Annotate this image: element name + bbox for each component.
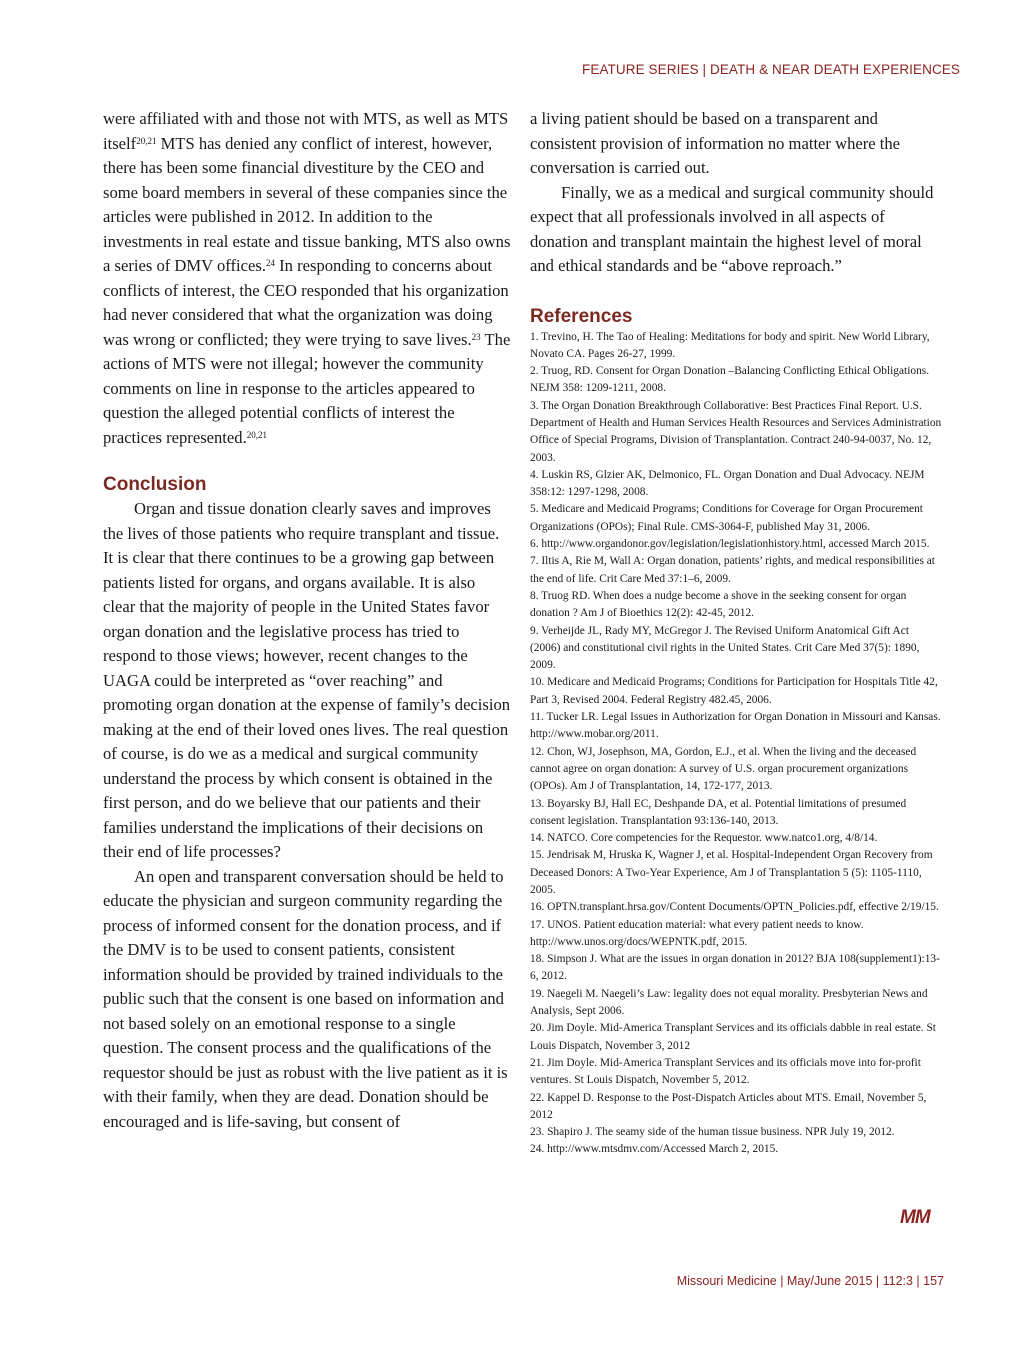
reference-item: 1. Trevino, H. The Tao of Healing: Meditations for body and spirit. New World Library, Novato CA. Pages 26-27, 1999. — [530, 330, 930, 360]
citation-superscript: 20,21 — [136, 135, 157, 146]
reference-item: 4. Luskin RS, Glzier AK, Delmonico, FL. Organ Donation and Dual Advocacy. NEJM 358:12: 1297-1298, 2008. — [530, 468, 925, 499]
conclusion-heading: Conclusion — [103, 474, 207, 495]
reference-item: 2. Truog, RD. Consent for Organ Donation –Balancing Conflicting Ethical Obligations. NEJM 358: 1209-1211, 2008. — [530, 365, 930, 395]
reference-item: 24. http://www.mtsdmv.com/Accessed March 2, 2015. — [530, 1143, 779, 1156]
end-mark-logo: MM — [900, 1207, 930, 1228]
reference-item: 14. NATCO. Core competencies for the Requestor. www.natco1.org, 4/8/14. — [530, 832, 878, 845]
conclusion-paragraph-3: Finally, we as a medical and surgical community should expect that all professionals involved in all aspects of donation and transplant maintain the highest level of moral and ethical standards and be “above reproach.” — [530, 182, 934, 275]
reference-item: 12. Chon, WJ, Josephson, MA, Gordon, E.J., et al. When the living and the deceased cannot agree on organ donation: A survey of U.S. organ procurement organizations (OPOs). Am J of Transplantation, 14, 172-177, 2013. — [530, 745, 917, 793]
left-column — [103, 107, 511, 1134]
conclusion-paragraph-1: Organ and tissue donation clearly saves and improves the lives of those patients who require transplant and tissue. It is clear that there continues to be a growing gap between patients listed for organs, and organs available. It is also clear that the majority of people in the United States favor organ donation and the legislative process has tried to respond to those views; however, recent changes to the UAGA could be interpreted as “over reaching” and promoting organ donation at the expense of family’s decision making at the end of their loved ones lives. The real question of course, is do we as a medical and surgical community understand the process by which consent is obtained in the first person, and do we believe that our patients and their families understand the implications of their decisions on their end of life processes? — [103, 499, 511, 861]
reference-item: 16. OPTN.transplant.hrsa.gov/Content Documents/OPTN_Policies.pdf, effective 2/19/15. — [530, 901, 939, 914]
reference-item: 5. Medicare and Medicaid Programs; Conditions for Coverage for Organ Procurement Organizations (OPOs); Final Rule. CMS-3064-F, published May 31, 2006. — [530, 503, 923, 533]
reference-item: 15. Jendrisak M, Hruska K, Wagner J, et al. Hospital-Independent Organ Recovery from Deceased Donors: A Two-Year Experience, Am J of Transplantation 5 (5): 1105-1110, 2005. — [530, 849, 933, 896]
reference-item: 11. Tucker LR. Legal Issues in Authorization for Organ Donation in Missouri and Kansas. http://www.mobar.org/2011. — [530, 711, 941, 741]
page-footer: Missouri Medicine | May/June 2015 | 112:3 | 157 — [676, 1274, 944, 1288]
references-heading: References — [530, 305, 633, 327]
paragraph-mts-conflicts: were affiliated with and those not with MTS, as well as MTS itself$^{20,21}$ MTS has denied any conflict of interest, however, there has been some financial divestiture by the CEO and some board members in several of these companies since the articles were published in 2012. In addition to the investments in real estate and tissue banking, MTS also owns a series of DMV offices.$^{24}$ In responding to concerns about conflicts of interest, the CEO responded that his organization had never considered that what the organization was doing was wrong or conflicted; they were trying to save lives.$^{23}$ The actions of MTS were not illegal; however the community comments on line in response to the articles appeared to question the alleged potential conflicts of interest the practices represented.$^{20,21}$ — [103, 109, 511, 447]
reference-item: 19. Naegeli M. Naegeli’s Law: legality does not equal morality. Presbyterian News and Analysis, Sept 2006. — [530, 987, 928, 1018]
reference-item: 13. Boyarsky BJ, Hall EC, Deshpande DA, et al. Potential limitations of presumed consent legislation. Transplantation 93:136-140, 2013. — [530, 797, 907, 827]
reference-item: 3. The Organ Donation Breakthrough Collaborative: Best Practices Final Report. U.S. Department of Health and Human Services Health Resources and Services Administration Office of Special Programs, Division of Transplantation. Contract 240-94-0037, No. 12, 2003. — [530, 399, 942, 464]
reference-item: 22. Kappel D. Response to the Post-Dispatch Articles about MTS. Email, November 5, 2012 — [530, 1091, 927, 1121]
reference-item: 23. Shapiro J. The seamy side of the human tissue business. NPR July 19, 2012. — [530, 1126, 895, 1139]
conclusion-paragraph-2: An open and transparent conversation should be held to educate the physician and surgeon community regarding the process of informed consent for the donation process, and if the DMV is to be used to consent patients, consistent information should be provided by trained individuals to the public such that the consent is one based on information and not based solely on an emotional response to a single question. The consent process and the qualifications of the requestor should be just as robust with the live patient as it is with their family, when they are dead. Donation should be encouraged and is life-saving, but consent of — [103, 866, 508, 1131]
citation-superscript: 20,21 — [246, 429, 267, 440]
reference-item: 17. UNOS. Patient education material: what every patient needs to know. http://www.unos.org/docs/WEPNTK.pdf, 2015. — [530, 918, 864, 948]
reference-item: 20. Jim Doyle. Mid-America Transplant Services and its officials dabble in real estate. St Louis Dispatch, November 3, 2012 — [530, 1022, 936, 1052]
reference-item: 21. Jim Doyle. Mid-America Transplant Services and its officials move into for-profit ventures. St Louis Dispatch, November 5, 2012. — [530, 1056, 921, 1087]
citation-superscript: 23 — [471, 331, 481, 342]
reference-item: 8. Truog RD. When does a nudge become a shove in the seeking consent for organ donation ? Am J of Bioethics 12(2): 42-45, 2012. — [530, 589, 907, 620]
citation-superscript: 24 — [265, 258, 275, 268]
conclusion-paragraph-continued: a living patient should be based on a transparent and consistent provision of information no matter where the conversation is carried out. — [530, 109, 901, 177]
reference-item: 10. Medicare and Medicaid Programs; Conditions for Participation for Hospitals Title 42, Part 3, Revised 2004. Federal Registry 482.45, 2006. — [530, 676, 938, 706]
references-list — [530, 329, 942, 1159]
reference-item: 9. Verheijde JL, Rady MY, McGregor J. The Revised Uniform Anatomical Gift Act (2006) and constitutional civil rights in the United States. Crit Care Med 37(5): 1890, 2009. — [530, 624, 920, 672]
reference-item: 18. Simpson J. What are the issues in organ donation in 2012? BJA 108(supplement1):13-6, 2012. — [530, 953, 940, 983]
running-header: FEATURE SERIES | DEATH & NEAR DEATH EXPERIENCES — [582, 62, 961, 77]
reference-item: 7. Iltis A, Rie M, Wall A: Organ donation, patients’ rights, and medical responsibilities at the end of life. Crit Care Med 37:1–6, 2009. — [530, 555, 935, 585]
right-column — [530, 107, 942, 1159]
reference-item: 6. http://www.organdonor.gov/legislation/legislationhistory.html, accessed March 2015. — [530, 538, 930, 551]
